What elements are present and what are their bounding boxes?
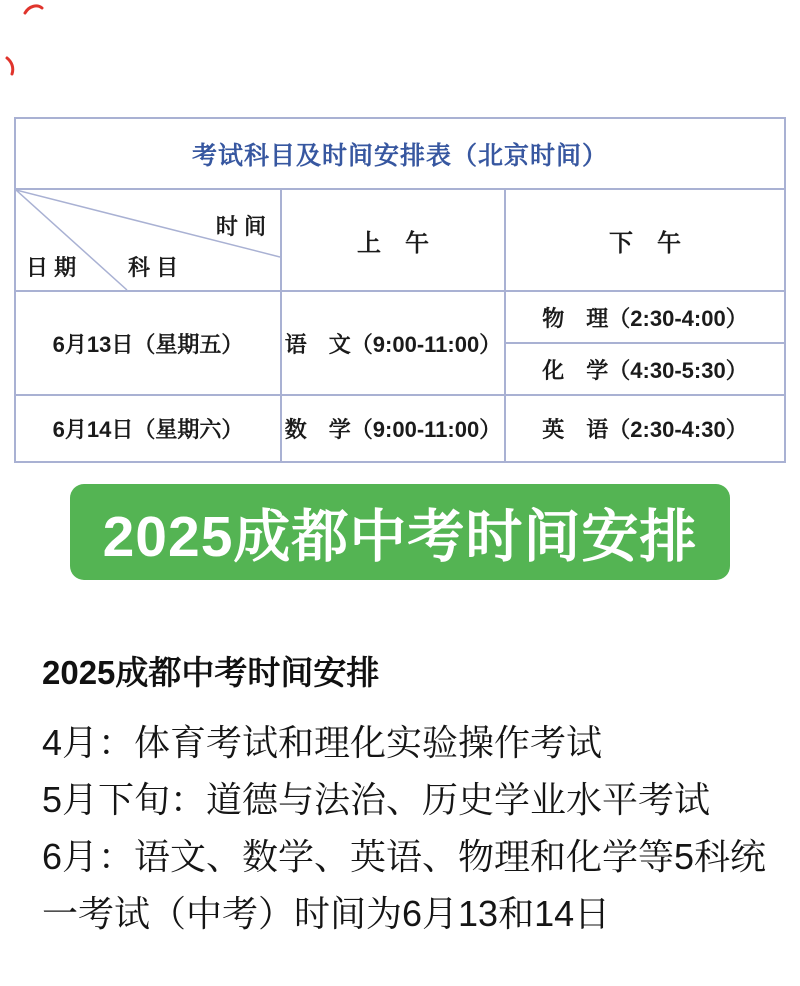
row1-afternoon-subject2-cell: 化 学（4:30-5:30）	[506, 344, 784, 394]
text-line: 一考试（中考）时间为6月13和14日	[42, 893, 611, 934]
row2-morning-subject-cell: 数 学（9:00-11:00）	[282, 396, 504, 461]
article-heading: 2025成都中考时间安排	[42, 654, 380, 691]
green-title-banner	[70, 484, 730, 580]
column-header-morning: 上 午	[282, 190, 504, 290]
red-pen-mark-icon	[0, 0, 60, 90]
corner-date-label: 日 期	[26, 255, 77, 280]
article-body	[42, 714, 782, 942]
row1-afternoon-subject1-cell: 物 理（2:30-4:00）	[506, 292, 784, 342]
text-line: 5月下旬：道德与法治、历史学业水平考试	[42, 779, 711, 820]
row2-afternoon-subject-cell: 英 语（2:30-4:30）	[506, 396, 784, 461]
banner-text: 2025成都中考时间安排	[102, 505, 698, 569]
corner-time-label: 时 间	[215, 214, 266, 239]
row1-morning-subject-cell: 语 文（9:00-11:00）	[282, 292, 504, 394]
row2-date-cell: 6月14日（星期六）	[16, 396, 280, 461]
text-line: 6月：语文、数学、英语、物理和化学等5科统	[42, 836, 767, 877]
corner-subject-label: 科 目	[128, 255, 179, 280]
column-header-afternoon: 下 午	[506, 190, 784, 290]
table-corner-cell	[16, 190, 280, 290]
row1-date-cell: 6月13日（星期五）	[16, 292, 280, 394]
exam-schedule-table	[14, 117, 786, 463]
text-line: 4月：体育考试和理化实验操作考试	[42, 722, 603, 763]
table-title: 考试科目及时间安排表（北京时间）	[16, 119, 784, 188]
